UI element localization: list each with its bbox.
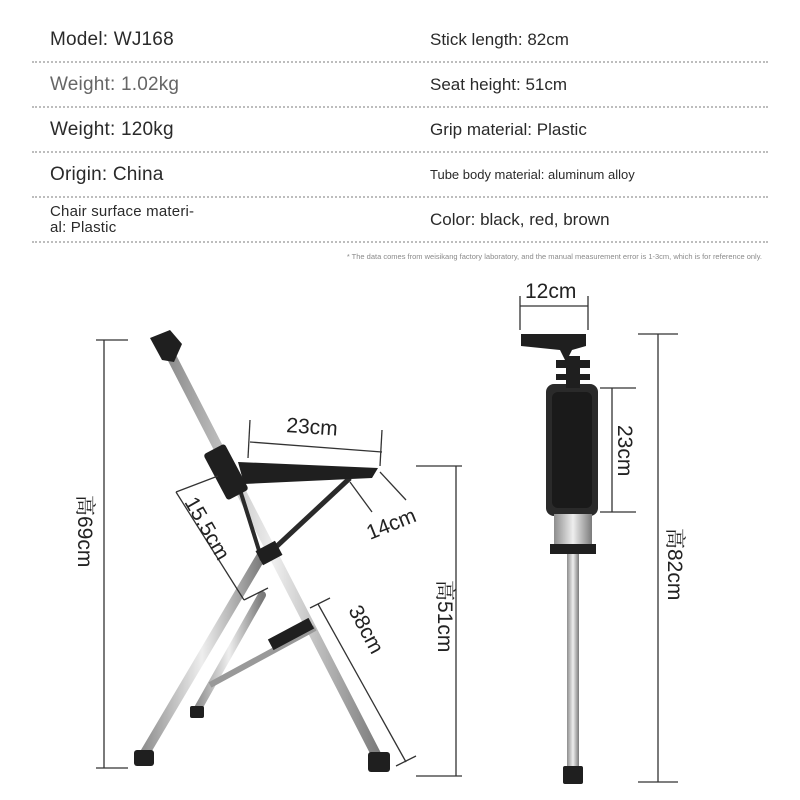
spec-seat-height: Seat height: 51cm [430,74,568,94]
front-leg [142,555,262,758]
seat-surface [238,462,378,484]
spec-stick-length: Stick length: 82cm [430,29,569,49]
unfolded-seat-cane [134,330,390,772]
dim-total-height [96,340,128,768]
foot-tip [563,766,583,784]
foot-tip [134,750,154,766]
folded-cane [521,334,598,784]
label-folded-seat: 23cm [613,425,636,477]
spec-model: Model: WJ168 [50,28,174,50]
spec-load-weight: Weight: 120kg [50,118,174,140]
label-leg-length: 38cm [343,601,389,658]
spec-color: Color: black, red, brown [430,209,610,229]
spec-origin: Origin: China [50,163,164,185]
measurement-note: * The data comes from weisikang factory laboratory, and the manual measurement error is 1-3cm, which is for reference only. [346,252,762,261]
label-seat-height: 高51cm [433,580,456,653]
label-stick-height: 高82cm [663,528,686,601]
spec-weight: Weight: 1.02kg [50,73,180,95]
spec-chair-surface: Chair surface materi- al: Plastic [50,202,195,236]
label-grip-width: 12cm [525,280,577,303]
bottom-bracket [550,544,596,554]
label-seat-depth: 14cm [363,504,420,545]
spec-tube-material: Tube body material: aluminum alloy [430,167,635,182]
collar [556,360,590,368]
label-total-height: 高69cm [73,495,96,568]
spec-grip-material: Grip material: Plastic [430,119,587,139]
foot-tip [190,706,204,718]
folded-seat-face [552,392,592,508]
lower-tube [567,552,579,770]
collar [556,374,590,380]
label-seat-offset: 15.5cm [179,493,235,565]
foot-tip [368,752,390,772]
label-seat-width: 23cm [285,414,339,441]
